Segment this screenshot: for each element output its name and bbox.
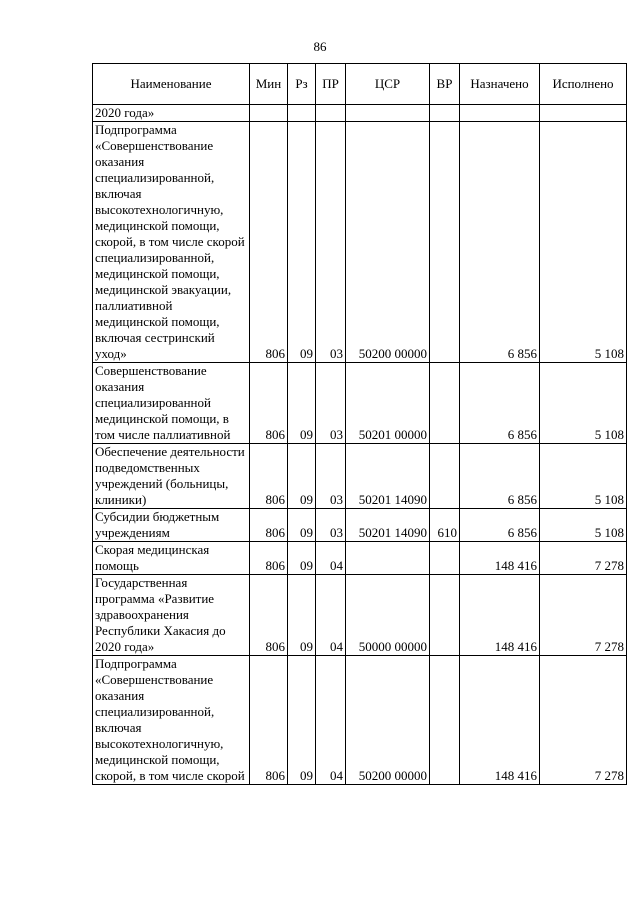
budget-table (92, 63, 627, 785)
cell-rz: 09 (288, 444, 316, 509)
header-min: Мин (250, 64, 288, 105)
table-row (93, 444, 627, 509)
cell-vr (430, 656, 460, 785)
cell-min: 806 (250, 363, 288, 444)
cell-executed: 5 108 (540, 122, 627, 363)
cell-min: 806 (250, 542, 288, 575)
cell-vr (430, 363, 460, 444)
cell-name: Совершенствование оказания специализированной медицинской помощи, в том числе паллиативной (93, 363, 250, 444)
header-executed: Исполнено (540, 64, 627, 105)
cell-csr (346, 105, 430, 122)
cell-min: 806 (250, 122, 288, 363)
cell-assigned: 148 416 (460, 542, 540, 575)
cell-csr: 50201 14090 (346, 509, 430, 542)
header-csr: ЦСР (346, 64, 430, 105)
cell-pr: 03 (316, 509, 346, 542)
cell-rz: 09 (288, 122, 316, 363)
table-row (93, 542, 627, 575)
cell-executed: 7 278 (540, 542, 627, 575)
cell-assigned: 148 416 (460, 656, 540, 785)
cell-vr (430, 542, 460, 575)
cell-min: 806 (250, 656, 288, 785)
table-row (93, 363, 627, 444)
cell-executed (540, 105, 627, 122)
cell-csr: 50201 00000 (346, 363, 430, 444)
cell-pr (316, 105, 346, 122)
cell-rz: 09 (288, 509, 316, 542)
cell-min: 806 (250, 575, 288, 656)
cell-rz: 09 (288, 656, 316, 785)
cell-min: 806 (250, 444, 288, 509)
cell-name: Субсидии бюджетным учреждениям (93, 509, 250, 542)
cell-name: Скорая медицинская помощь (93, 542, 250, 575)
cell-rz: 09 (288, 542, 316, 575)
cell-csr (346, 542, 430, 575)
cell-name: Государственная программа «Развитие здравоохранения Республики Хакасия до 2020 года» (93, 575, 250, 656)
cell-csr: 50200 00000 (346, 656, 430, 785)
cell-vr (430, 122, 460, 363)
table-row (93, 575, 627, 656)
cell-executed: 5 108 (540, 444, 627, 509)
cell-pr: 04 (316, 575, 346, 656)
cell-vr (430, 575, 460, 656)
table-row-continuation (93, 105, 627, 122)
cell-pr: 04 (316, 542, 346, 575)
cell-pr: 04 (316, 656, 346, 785)
table-header-row (93, 64, 627, 105)
cell-assigned: 6 856 (460, 509, 540, 542)
cell-assigned (460, 105, 540, 122)
page-number: 86 (313, 39, 327, 54)
cell-min: 806 (250, 509, 288, 542)
cell-executed: 5 108 (540, 509, 627, 542)
cell-min (250, 105, 288, 122)
table-row (93, 122, 627, 363)
header-pr: ПР (316, 64, 346, 105)
header-assigned: Назначено (460, 64, 540, 105)
table-row (93, 656, 627, 785)
cell-rz (288, 105, 316, 122)
table-row (93, 509, 627, 542)
cell-pr: 03 (316, 444, 346, 509)
cell-vr (430, 444, 460, 509)
cell-name: Подпрограмма «Совершенствование оказания специализированной, включая высокотехнологичную, медицинской помощи, скорой, в том числе скорой специализированной, медицинской помощи, медицинской эвакуации, паллиативной медицинской помощи, включая сестринский уход» (93, 122, 250, 363)
cell-name: Подпрограмма «Совершенствование оказания специализированной, включая высокотехнологичную, медицинской помощи, скорой, в том числе скорой (93, 656, 250, 785)
cell-vr: 610 (430, 509, 460, 542)
cell-csr: 50000 00000 (346, 575, 430, 656)
cell-rz: 09 (288, 363, 316, 444)
cell-executed: 7 278 (540, 575, 627, 656)
cell-assigned: 6 856 (460, 363, 540, 444)
cell-pr: 03 (316, 122, 346, 363)
cell-assigned: 6 856 (460, 122, 540, 363)
cell-pr: 03 (316, 363, 346, 444)
cell-assigned: 148 416 (460, 575, 540, 656)
cell-executed: 5 108 (540, 363, 627, 444)
cell-name: Обеспечение деятельности подведомственных учреждений (больницы, клиники) (93, 444, 250, 509)
header-rz: Рз (288, 64, 316, 105)
cell-rz: 09 (288, 575, 316, 656)
header-name: Наименование (93, 64, 250, 105)
cell-csr: 50201 14090 (346, 444, 430, 509)
cell-assigned: 6 856 (460, 444, 540, 509)
cell-executed: 7 278 (540, 656, 627, 785)
continuation-name: 2020 года» (93, 105, 250, 122)
cell-csr: 50200 00000 (346, 122, 430, 363)
header-vr: ВР (430, 64, 460, 105)
cell-vr (430, 105, 460, 122)
